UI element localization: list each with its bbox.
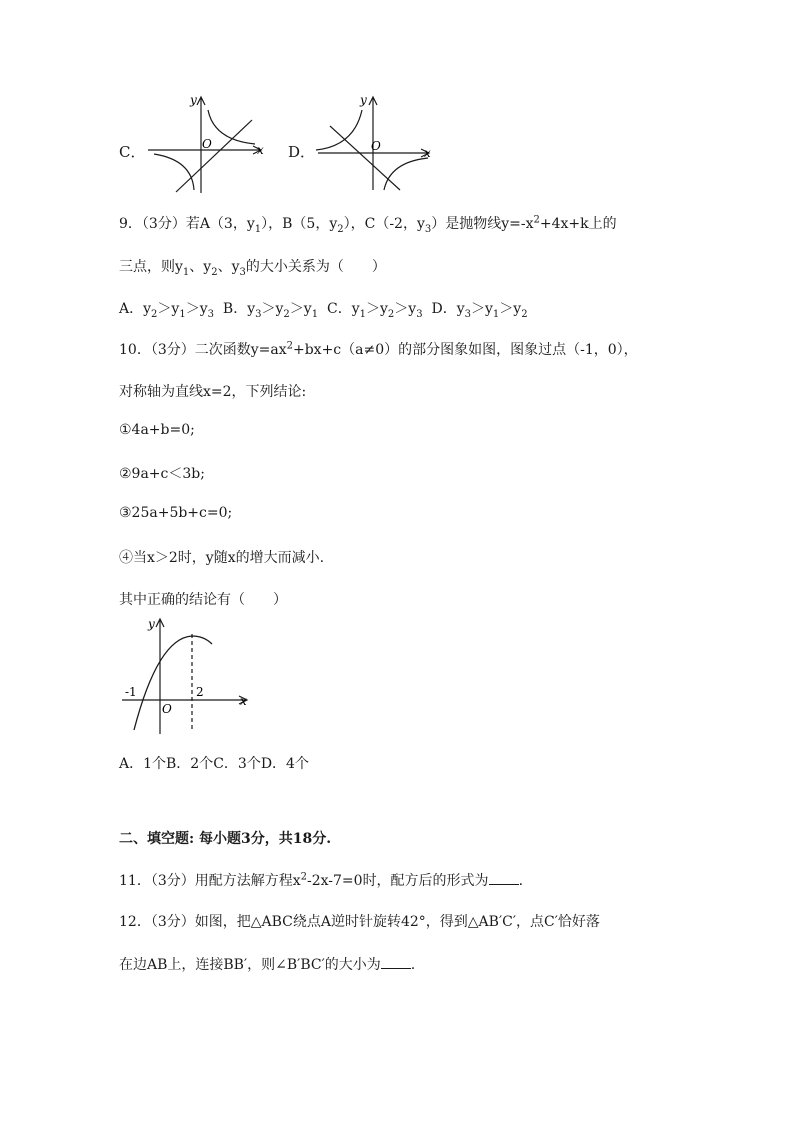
q9-option-c[interactable]: C．$y_1>y_2>y_3$ [326,301,423,320]
subscript: 3 [424,223,432,235]
q9-text: 的大小关系为（ ） [245,259,386,275]
x-axis-label: x [424,146,431,160]
q9-text: ）是抛物线y=-x [431,216,534,232]
origin-label: O [371,139,381,153]
q10-prompt: 其中正确的结论有（ ） [119,592,287,608]
q9-text: ），C（-2，y [343,216,425,232]
q11-text: -2x-7=0时，配方后的形式为 [307,873,489,889]
superscript: 2 [533,214,540,226]
q12-line1: 12．（3分）如图，把△ABC绕点A逆时针旋转42°，得到△AB′C′，点C′恰好落 [119,914,600,930]
answer-blank[interactable] [381,956,411,969]
subscript: 1 [182,266,190,278]
x-axis-label: x [257,143,264,157]
section-heading: 二、填空题: 每小题3分，共18分. [119,831,332,847]
origin-label: O [202,137,212,151]
q11-text: . [518,873,524,889]
parabola-curve [134,636,212,730]
answer-blank[interactable] [489,872,519,885]
q9-option-b[interactable]: B．$y_3>y_2>y_1$ [222,301,319,320]
q9-option-d[interactable]: D．$y_3>y_1>y_2$ [431,301,528,320]
q10-options[interactable]: A．1个B．2个C．3个D．4个 [119,756,309,772]
option-d-label: D． [288,143,316,161]
q11 [119,870,523,890]
option-c-label: C． [119,143,146,161]
y-axis-label: y [148,617,155,631]
tick-label-2: 2 [196,685,204,699]
origin-label: O [162,702,172,716]
q9-text: +4x+k上的 [539,216,617,232]
q12-text: . [410,957,416,973]
subscript: 2 [337,223,344,235]
q9-option-a[interactable]: A．$y_2>y_1>y_3$ [119,301,214,320]
superscript: 2 [300,871,307,883]
q9-options [119,298,528,318]
subscript: 1 [254,223,262,235]
hyperbola-branch-3 [154,154,194,190]
q10-line2: 对称轴为直线x=2，下列结论: [119,384,307,400]
graph-option-c [140,90,270,198]
y-axis-label: y [360,93,367,107]
q9-text: 、y [189,259,212,275]
x-axis-label: x [240,694,247,708]
subscript: 2 [211,266,218,278]
linear-function-line [176,120,252,192]
q10-statement-3: ③25a+5b+c=0; [119,505,233,521]
hyperbola-branch-4 [384,158,428,190]
q12-text: 在边AB上，连接BB′，则∠B′BC′的大小为 [119,957,381,973]
q9-line2 [119,256,386,276]
graph-option-d [310,90,438,198]
q10-statement-1: ①4a+b=0; [119,422,195,438]
q11-text: 11．（3分）用配方法解方程x [119,873,301,889]
q10-statement-2: ②9a+c＜3b; [119,466,205,482]
subscript: 3 [239,266,246,278]
q9-text: 9．（3分）若A（3，y [119,216,255,232]
q12-line2 [119,954,415,974]
hyperbola-branch-2 [316,110,362,150]
q9-text: 三点，则y [119,259,183,275]
tick-label-neg1: -1 [125,685,137,699]
q10-text: +bx+c（a≠0）的部分图象如图，图象过点（-1，0）， [292,342,638,358]
q10-text: 10．（3分）二次函数y=ax [119,342,287,358]
q9-text: 、y [217,259,240,275]
q9-line1 [119,213,617,233]
y-axis-label: y [190,93,197,107]
q10-statement-4: ④当x＞2时，y随x的增大而减小. [119,550,325,566]
q10-line1 [119,339,638,359]
q10-parabola-graph [118,612,258,738]
linear-function-line [330,126,400,190]
superscript: 2 [286,340,293,352]
q9-text: ），B（5，y [261,216,338,232]
